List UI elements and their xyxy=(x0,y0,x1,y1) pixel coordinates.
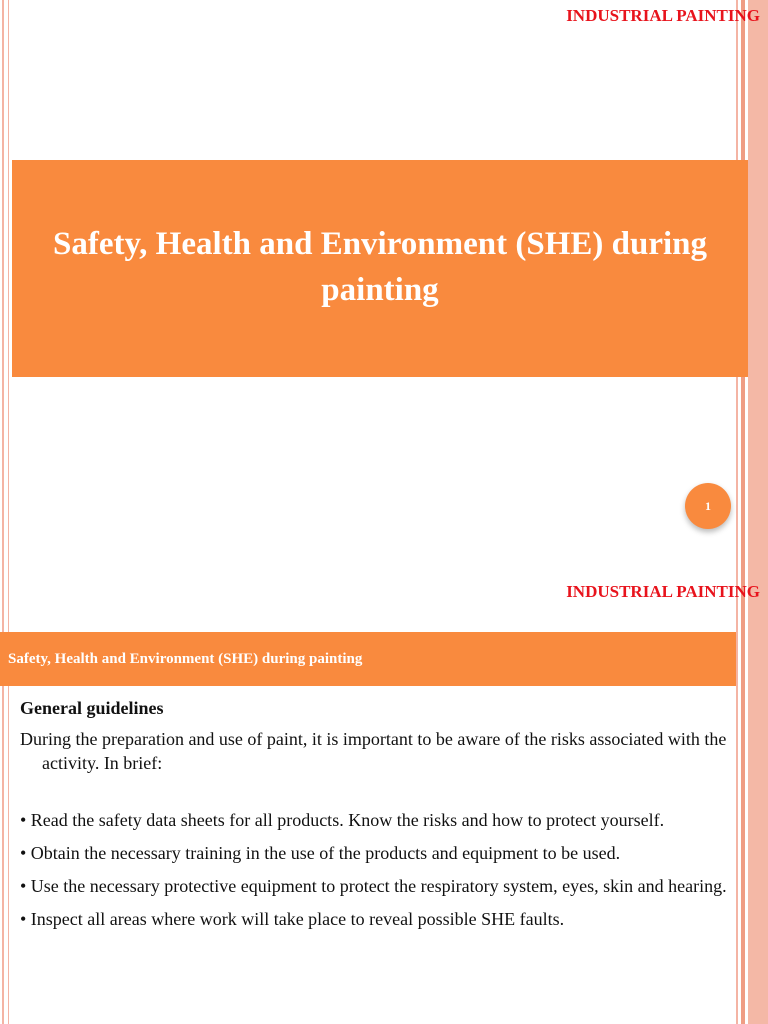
right-border-accent xyxy=(741,560,745,1024)
left-border-line xyxy=(2,560,4,1024)
bullet-item: • Read the safety data sheets for all products. Know the risks and how to protect yourself. xyxy=(20,810,665,830)
left-border-line xyxy=(2,0,4,560)
slide-header-label: INDUSTRIAL PAINTING xyxy=(566,582,760,601)
subtitle-banner xyxy=(0,632,736,686)
bullet-item: • Use the necessary protective equipment to protect the respiratory system, eyes, skin and hearing. xyxy=(20,876,727,896)
right-border-bar xyxy=(748,0,768,560)
slide-header-label: INDUSTRIAL PAINTING xyxy=(566,6,760,25)
page-number-badge: 1 xyxy=(685,483,731,529)
left-border-line xyxy=(8,0,9,560)
slide-title: Safety, Health and Environment (SHE) during painting xyxy=(53,225,707,308)
bullet-item: • Obtain the necessary training in the use of the products and equipment to be used. xyxy=(20,843,621,863)
slide-2 xyxy=(0,560,768,1024)
slide-content xyxy=(20,696,730,940)
intro-paragraph: During the preparation and use of paint, it is important to be aware of the risks associated with the activity. In brief: xyxy=(20,729,727,773)
left-border-line xyxy=(8,560,9,1024)
title-banner xyxy=(12,160,748,377)
slide-subtitle: Safety, Health and Environment (SHE) during painting xyxy=(8,650,363,667)
right-border-bar xyxy=(748,560,768,1024)
right-border-line xyxy=(736,560,738,1024)
section-heading: General guidelines xyxy=(20,698,164,718)
bullet-item: • Inspect all areas where work will take place to reveal possible SHE faults. xyxy=(20,909,565,929)
